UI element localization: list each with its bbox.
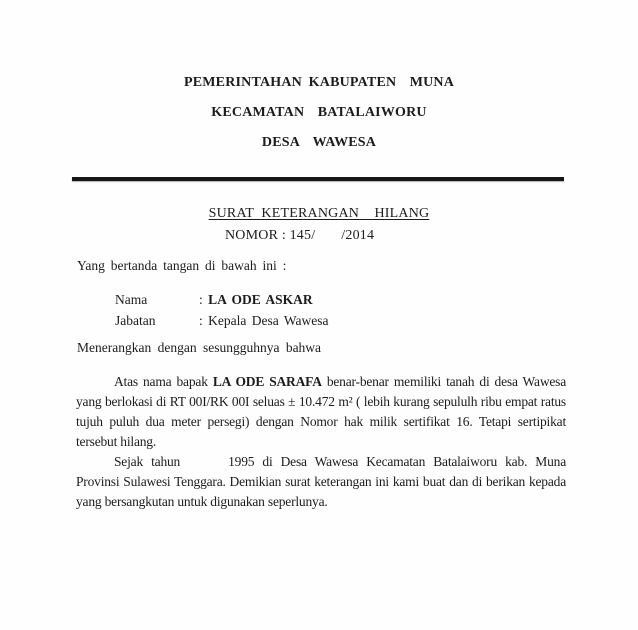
text-segment: tersebut hilang. bbox=[76, 434, 157, 449]
statement-line: Menerangkan dengan sesungguhnya bahwa bbox=[77, 340, 322, 355]
text-segment: Atas nama bapak bbox=[114, 374, 213, 389]
document-number-line bbox=[225, 228, 374, 244]
text-segment: tujuh puluh dua meter persegi) dengan Nomor hak milik sertifikat 16. Tetapi sertipikat bbox=[76, 414, 566, 429]
document-number-prefix: NOMOR : 145/ bbox=[225, 228, 316, 243]
document-number-suffix: /2014 bbox=[341, 228, 375, 243]
field-colon: : bbox=[199, 313, 209, 328]
field-colon: : bbox=[199, 292, 209, 307]
letterhead-village-line: DESA WAWESA bbox=[261, 135, 377, 150]
intro-line: Yang bertanda tangan di bawah ini : bbox=[77, 258, 287, 273]
body-paragraphs bbox=[76, 372, 566, 512]
field-value bbox=[199, 310, 329, 331]
person-name-bold: LA ODE SARAFA bbox=[212, 374, 322, 389]
document-title: SURAT KETERANGAN HILANG bbox=[208, 206, 430, 221]
text-segment: Sejak tahun bbox=[114, 454, 181, 469]
field-row-nama bbox=[115, 289, 329, 310]
paragraph-2-line bbox=[76, 492, 566, 512]
text-segment: 1995 di Desa Wawesa Kecamatan Batalaiworu kab. Muna bbox=[228, 454, 567, 469]
field-value-name-bold: LA ODE ASKAR bbox=[208, 292, 313, 307]
letterhead-district-line: KECAMATAN BATALAIWORU bbox=[211, 105, 427, 120]
paragraph-2-line bbox=[76, 452, 566, 472]
text-segment: Provinsi Sulawesi Tenggara. Demikian surat keterangan ini kami buat dan di berikan kepada bbox=[76, 474, 566, 489]
signatory-fields bbox=[115, 289, 329, 331]
paragraph-1-line bbox=[76, 432, 566, 452]
letterhead-regency-line: PEMERINTAHAN KABUPATEN MUNA bbox=[183, 75, 455, 90]
paragraph-1-line bbox=[76, 392, 566, 412]
field-label: Jabatan bbox=[115, 313, 156, 328]
letterhead bbox=[0, 68, 638, 158]
text-segment: benar-benar memiliki tanah di desa Wawesa bbox=[321, 374, 567, 389]
field-row-jabatan bbox=[115, 310, 329, 331]
paragraph-2-line bbox=[76, 472, 566, 492]
field-value bbox=[199, 289, 313, 310]
text-segment: yang bersangkutan untuk digunakan seperlunya. bbox=[76, 494, 328, 509]
letterhead-divider-rule bbox=[72, 177, 564, 181]
paragraph-1-line bbox=[76, 412, 566, 432]
field-label: Nama bbox=[115, 292, 148, 307]
field-value-text: Kepala Desa Wawesa bbox=[208, 313, 329, 328]
paragraph-1-line bbox=[76, 372, 566, 392]
text-segment: yang berlokasi di RT 00I/RK 00I seluas ± 10.472 m² ( lebih kurang sepululh ribu empat ratus bbox=[76, 394, 566, 409]
